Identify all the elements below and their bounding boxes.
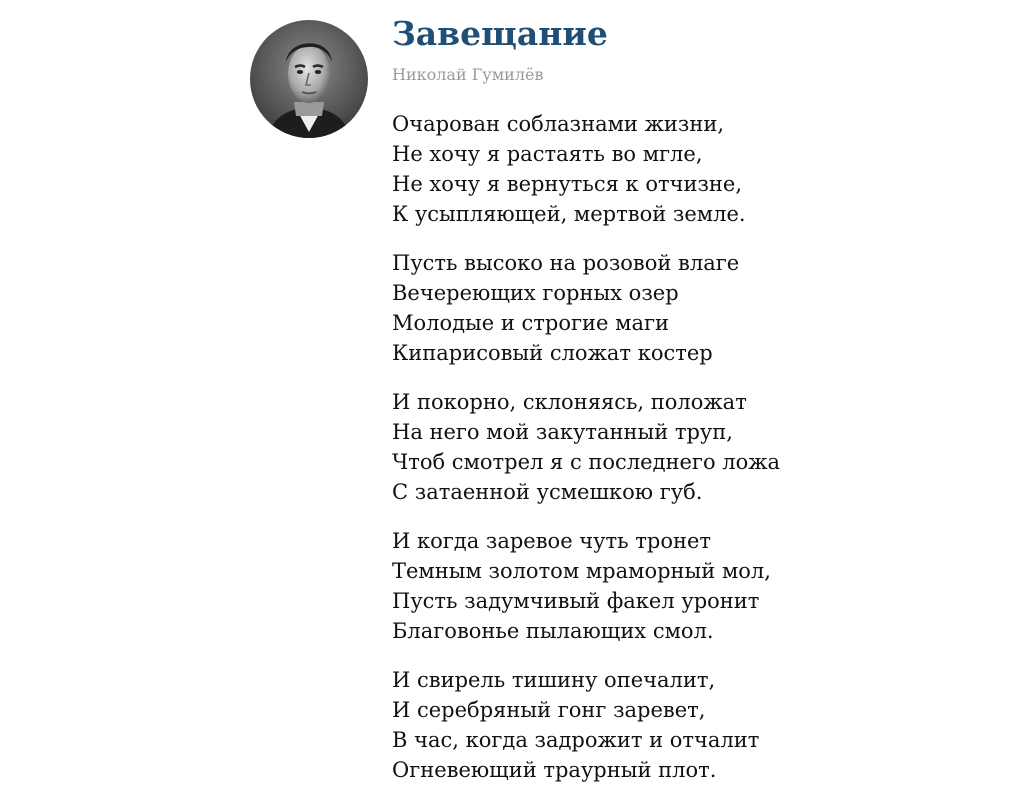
poem-line: Пусть высоко на розовой влаге: [392, 251, 740, 275]
poem-line: И покорно, склоняясь, положат: [392, 390, 747, 414]
poem-line: Вечереющих горных озер: [392, 281, 679, 305]
poem-line: Не хочу я вернуться к отчизне,: [392, 172, 743, 196]
poem-line: Не хочу я растаять во мгле,: [392, 142, 703, 166]
poem-line: Пусть задумчивый факел уронит: [392, 589, 760, 613]
poem-line: С затаенной усмешкою губ.: [392, 480, 703, 504]
poem-line: Молодые и строгие маги: [392, 311, 669, 335]
author-name: Николай Гумилёв: [392, 65, 544, 84]
stanza: [392, 248, 992, 368]
poem-line: И свирель тишину опечалит,: [392, 668, 716, 692]
poem-line: И серебряный гонг заревет,: [392, 698, 706, 722]
poem-line: Благовонье пылающих смол.: [392, 619, 714, 643]
poem-line: Чтоб смотрел я с последнего ложа: [392, 450, 781, 474]
poem-body: [392, 109, 992, 804]
poem-line: Огневеющий траурный плот.: [392, 758, 717, 782]
poem-line: К усыпляющей, мертвой земле.: [392, 202, 746, 226]
stanza: [392, 665, 992, 785]
author-portrait: [250, 20, 368, 138]
poem-line: В час, когда задрожит и отчалит: [392, 728, 760, 752]
stanza: [392, 526, 992, 646]
poem-line: Очарован соблазнами жизни,: [392, 112, 725, 136]
poem-line: И когда заревое чуть тронет: [392, 529, 712, 553]
poem-line: Кипарисовый сложат костер: [392, 341, 713, 365]
poem-line: Темным золотом мраморный мол,: [392, 559, 771, 583]
poem-line: На него мой закутанный труп,: [392, 420, 733, 444]
stanza: [392, 387, 992, 507]
poem-title: Завещание: [392, 14, 608, 53]
stanza: [392, 109, 992, 229]
